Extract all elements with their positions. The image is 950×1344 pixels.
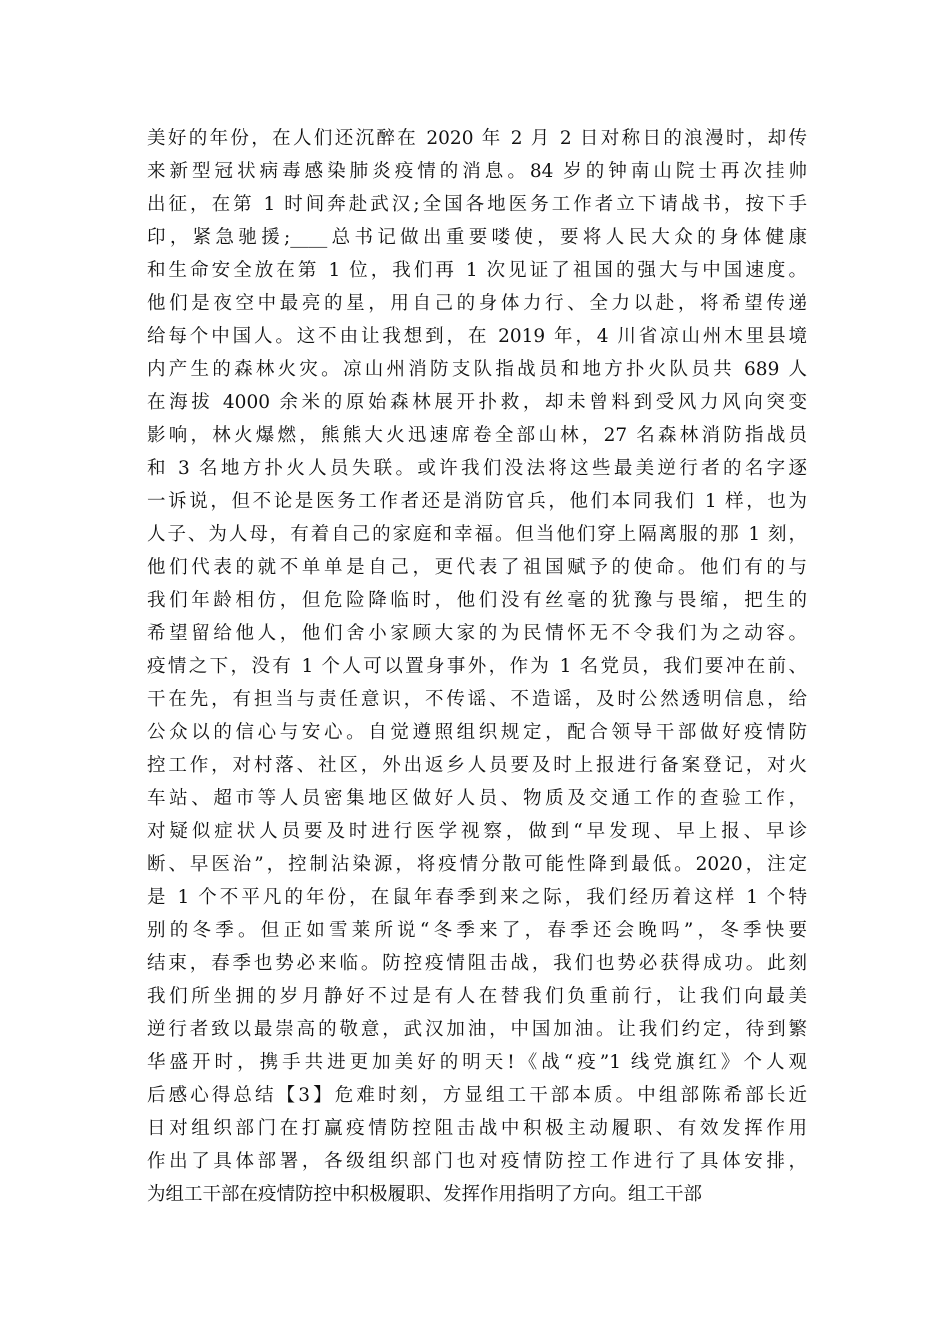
text-line: 公众以的信心与安心。自觉遵照组织规定，配合领导干部做好疫情防 <box>147 722 807 743</box>
text-line: 在海拔 4000 余米的原始森林展开扑救，却未曾料到受风力风向突变 <box>147 392 807 413</box>
text-line: 干在先，有担当与责任意识，不传谣、不造谣，及时公然透明信息，给 <box>147 689 807 710</box>
text-line: 出征，在第 1 时间奔赴武汉;全国各地医务工作者立下请战书，按下手 <box>147 194 807 215</box>
text-line: 华盛开时，携手共进更加美好的明天!《战“疫”1 线党旗红》个人观 <box>147 1052 807 1073</box>
text-line: 逆行者致以最崇高的敬意，武汉加油，中国加油。让我们约定，待到繁 <box>147 1019 807 1040</box>
text-line: 作出了具体部署，各级组织部门也对疫情防控工作进行了具体安排， <box>147 1151 807 1172</box>
text-line: 他们代表的就不单单是自己，更代表了祖国赋予的使命。他们有的与 <box>147 557 807 578</box>
text-line: 内产生的森林火灾。凉山州消防支队指战员和地方扑火队员共 689 人 <box>147 359 807 380</box>
text-line: 车站、超市等人员密集地区做好人员、物质及交通工作的查验工作， <box>147 788 807 809</box>
text-line: 美好的年份，在人们还沉醉在 2020 年 2 月 2 日对称日的浪漫时，却传 <box>147 128 807 149</box>
text-line: 希望留给他人，他们舍小家顾大家的为民情怀无不令我们为之动容。 <box>147 623 807 644</box>
text-line: 为组工干部在疫情防控中积极履职、发挥作用指明了方向。组工干部 <box>147 1184 703 1205</box>
text-line: 我们年龄相仿，但危险降临时，他们没有丝毫的犹豫与畏缩，把生的 <box>147 590 807 611</box>
text-line: 是 1 个不平凡的年份，在鼠年春季到来之际，我们经历着这样 1 个特 <box>147 887 807 908</box>
text-line: 和生命安全放在第 1 位，我们再 1 次见证了祖国的强大与中国速度。 <box>147 260 807 281</box>
text-line: 断、早医治”，控制沾染源，将疫情分散可能性降到最低。2020，注定 <box>147 854 807 875</box>
text-line: 人子、为人母，有着自己的家庭和幸福。但当他们穿上隔离服的那 1 刻， <box>147 524 807 545</box>
text-line: 来新型冠状病毒感染肺炎疫情的消息。84 岁的钟南山院士再次挂帅 <box>147 161 807 182</box>
text-line: 日对组织部门在打赢疫情防控阻击战中积极主动履职、有效发挥作用 <box>147 1118 807 1139</box>
text-line: 一诉说，但不论是医务工作者还是消防官兵，他们本同我们 1 样，也为 <box>147 491 807 512</box>
text-line: 后感心得总结【3】危难时刻，方显组工干部本质。中组部陈希部长近 <box>147 1085 807 1106</box>
body-text <box>147 122 807 1211</box>
text-line: 影响，林火爆燃，熊熊大火迅速席卷全部山林，27 名森林消防指战员 <box>147 425 807 446</box>
text-line: 控工作，对村落、社区，外出返乡人员要及时上报进行备案登记，对火 <box>147 755 807 776</box>
text-line: 疫情之下，没有 1 个人可以置身事外，作为 1 名党员，我们要冲在前、 <box>147 656 807 677</box>
text-line: 他们是夜空中最亮的星，用自己的身体力行、全力以赴，将希望传递 <box>147 293 807 314</box>
text-line: 结束，春季也势必来临。防控疫情阻击战，我们也势必获得成功。此刻 <box>147 953 807 974</box>
text-line: 对疑似症状人员要及时进行医学视察，做到“早发现、早上报、早诊 <box>147 821 807 842</box>
text-line: 别的冬季。但正如雪莱所说“冬季来了，春季还会晚吗”，冬季快要 <box>147 920 807 941</box>
text-line: 和 3 名地方扑火人员失联。或许我们没法将这些最美逆行者的名字逐 <box>147 458 807 479</box>
text-line: 我们所坐拥的岁月静好不过是有人在替我们负重前行，让我们向最美 <box>147 986 807 1007</box>
text-line: 给每个中国人。这不由让我想到，在 2019 年，4 川省凉山州木里县境 <box>147 326 807 347</box>
text-line: 印，紧急驰援;____总书记做出重要喽使，要将人民大众的身体健康 <box>147 227 807 248</box>
